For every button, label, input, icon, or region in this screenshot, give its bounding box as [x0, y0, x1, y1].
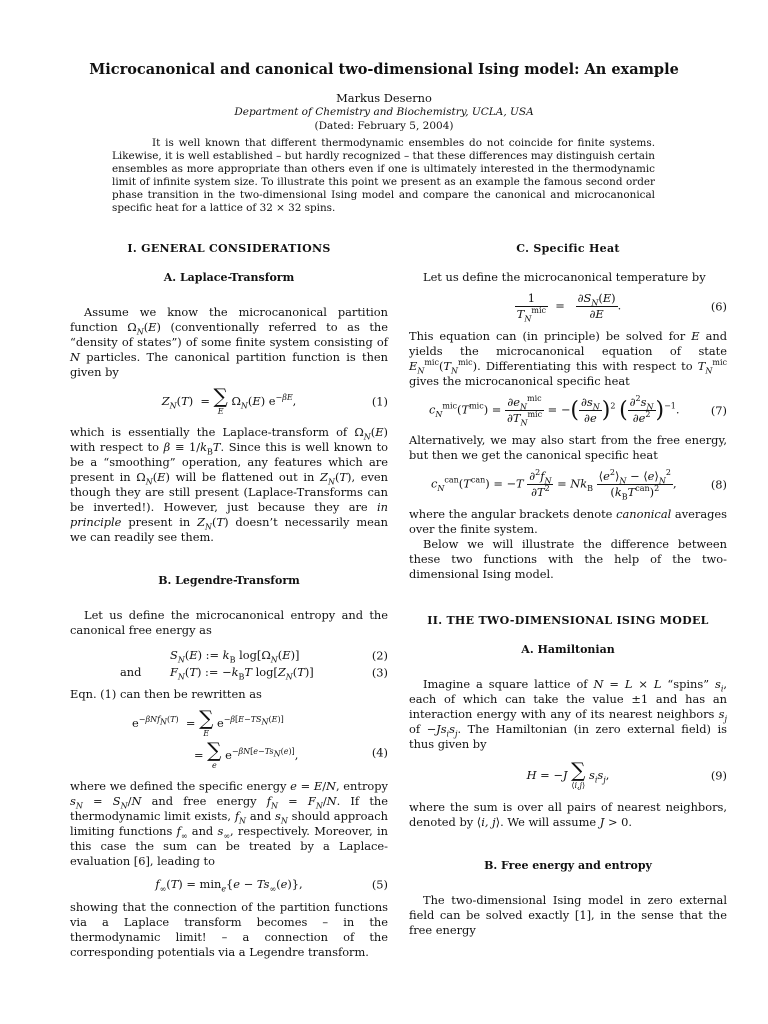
paragraph: Assume we know the microcanonical partition function $\Omega_N(E)$ (conventionally referred to as the “density of states”) of some finite system consisting of N particles. The canonical partition function is then given by — [70, 305, 389, 379]
equation-number: (1) — [371, 394, 388, 409]
paper-title: Microcanonical and canonical two-dimensional Ising model: An example — [89, 61, 679, 78]
dated: (Dated: February 5, 2004) — [314, 120, 454, 132]
equation-number: (3) — [371, 665, 388, 679]
paragraph: Let us define the microcanonical entropy and the canonical free energy as — [70, 608, 388, 637]
paragraph: The two-dimensional Ising model in zero external field can be solved exactly [1], in the sense that the free energy — [409, 893, 727, 937]
abstract: It is well known that different thermodynamic ensembles do not coincide for finite systems. Likewise, it is well established – but hardly recognized – that these differences may distinguish certain ensembles as more appropriate than others even if one is ultimately interested in the thermodynamic limit of infinite system size. To illustrate this point we present as an example the famous second order phase transition in the two-dimensional Ising model and compare the canonical and microcanonical specific heat for a lattice of 32 × 32 spins. — [112, 137, 655, 214]
equation-number: (5) — [371, 877, 388, 891]
section-heading: I. GENERAL CONSIDERATIONS — [127, 242, 331, 255]
equation-6: $\frac{1}{T_N^{mic}}$ = $\frac{\partial S_N(E)}{\partial E}$ . (6) — [516, 291, 727, 324]
equation-3: and $F_N(T)$ := $-k_BT$ $\log[Z_N(T)]$ (3) — [120, 665, 388, 682]
equation-number: (2) — [371, 648, 388, 662]
equation-1: $Z_N(T)$ = ∑ E $\Omega_N(E)$ $e^{-\beta E}$, (1) — [161, 384, 388, 416]
equation-5: $f_\infty(T) = \min_e\{e - Ts_\infty(e)\}$, (5) — [155, 877, 388, 894]
subsection-heading: B. Free energy and entropy — [484, 859, 652, 872]
paragraph: Alternatively, we may also start from the free energy, but then we get the canonical specific heat — [409, 433, 727, 462]
right-column — [409, 238, 727, 938]
section-heading: II. THE TWO-DIMENSIONAL ISING MODEL — [427, 614, 709, 627]
equation-number: (4) — [371, 745, 388, 760]
equation-number: (8) — [710, 477, 727, 491]
paragraph: Let us define the microcanonical temperature by — [423, 270, 706, 284]
equation-2: $S_N(E)$ := $k_B$ $\log[\Omega_N(E)]$ (2) — [170, 648, 388, 665]
paragraph: This equation can (in principle) be solved for E and yields the microcanonical equation of state $E_N^{mic}(T_N^{mic})$. Differentiating this with respect to $T_N^{mic}$ gives the microcanonical specific heat — [409, 329, 727, 388]
subsection-heading: A. Laplace-Transform — [163, 271, 295, 284]
equation-number: (6) — [710, 299, 727, 313]
paragraph: Below we will illustrate the difference between these two functions with the help of the two-dimensional Ising model. — [409, 537, 727, 581]
equation-7: $c_N^{mic}(T^{mic})$ = $\frac{\partial e_N^{mic}}{\partial T_N^{mic}}$ = −( $\frac{\partial s_N}{\partial e}$ )$^2$ ( $\frac{\partial^2s_N}{\partial e^2}$ )$^{-1}$. (7) — [429, 394, 727, 428]
equation-4: $e^{-\beta Nf_N(T)}$ = ∑ E $e^{-\beta[E-TS_N(E)]}$ = ∑ e $e^{-\beta N[e-Ts_N(e)]}$, (4) — [132, 706, 388, 770]
subsection-heading: A. Hamiltonian — [521, 643, 615, 656]
author: Markus Deserno — [336, 91, 432, 105]
equation-9: H = −J ∑ ⟨i,j⟩ $s_is_j$, (9) — [526, 758, 727, 790]
equation-number: (9) — [710, 768, 727, 783]
paragraph: which is essentially the Laplace-transform of $\Omega_N(E)$ with respect to $\beta \equiv 1/k_BT$. Since this is well known to be a “smoothing” operation, any features which are present in $\Omega_N(E)$ will be flattened out in $Z_N(T)$, even though they are still present (Laplace-Transforms can be inverted!). However, just because they are in principle present in $Z_N(T)$ doesn’t necessarily mean we can readily see them. — [70, 425, 389, 544]
paragraph: where we defined the specific energy e = E/N, entropy $s_N = S_N/N$ and free energy $f_N = F_N/N$. If the thermodynamic limit exists, $f_N$ and $s_N$ should approach limiting functions $f_\infty$ and $s_\infty$, respectively. Moreover, in this case the sum can be treated by a Laplace-evaluation [6], leading to — [70, 779, 388, 868]
affiliation: Department of Chemistry and Biochemistry, UCLA, USA — [234, 106, 534, 118]
subsection-heading: C. Specific Heat — [516, 242, 620, 255]
left-column — [70, 238, 388, 960]
paper-header — [70, 62, 698, 133]
and-label: and — [120, 665, 142, 679]
subsection-heading: B. Legendre-Transform — [158, 574, 300, 587]
paragraph: Eqn. (1) can then be rewritten as — [70, 687, 262, 701]
equation-number: (7) — [710, 403, 727, 417]
equation-8: $c_N^{can}(T^{can}) = -T$ $\frac{\partial^2f_N}{\partial T^2}$ = $Nk_B$ $\frac{⟨e^2⟩_N - ⟨e⟩_N^2}{(k_BT^{can})^2}$ , (8) — [431, 468, 727, 502]
paragraph: Imagine a square lattice of N = L × L “spins” $s_i$, each of which can take the value ±1 and has an interaction energy with any of its nearest neighbors $s_j$ of $-Js_is_j$. The Hamiltonian (in zero external field) is thus given by — [409, 677, 728, 751]
paragraph: showing that the connection of the partition functions via a Laplace transform becomes – in the thermodynamic limit! – a connection of the corresponding potentials via a Legendre transform. — [70, 900, 388, 959]
paragraph: where the sum is over all pairs of nearest neighbors, denoted by ⟨i, j⟩. We will assume J > 0. — [409, 800, 727, 829]
paragraph: where the angular brackets denote canonical averages over the finite system. — [409, 507, 727, 536]
